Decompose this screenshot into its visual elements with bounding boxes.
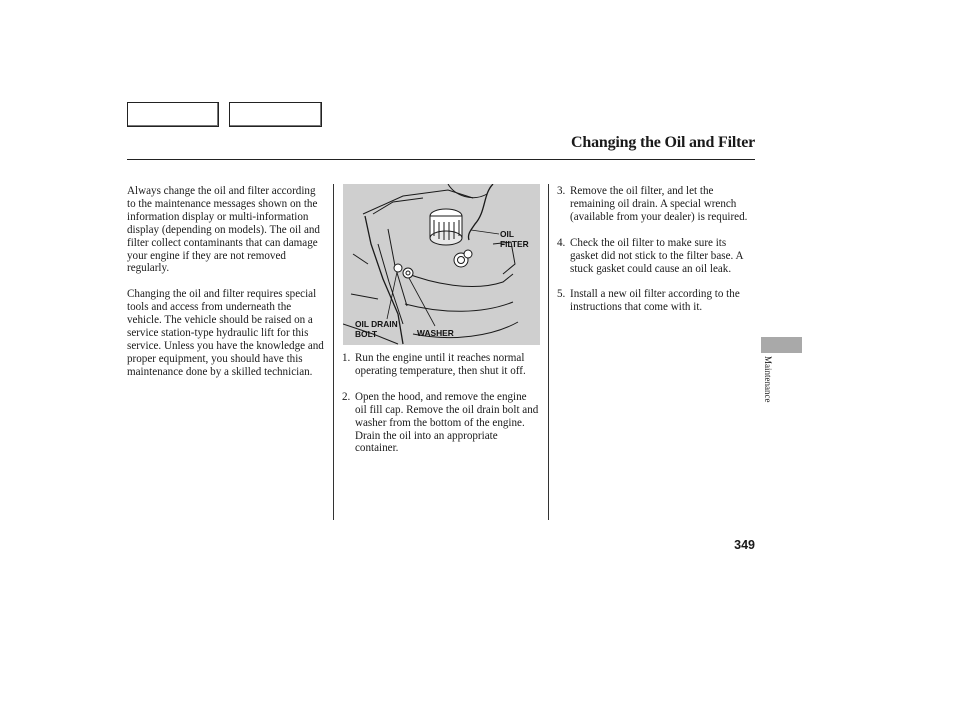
step-number: 1. [342, 352, 351, 364]
step-item [557, 288, 755, 314]
step-item [342, 391, 540, 456]
step-text: Open the hood, and remove the engine oil fill cap. Remove the oil drain bolt and washer from the bottom of the engine. Drain the oil into an appropriate container. [355, 390, 539, 455]
step-number: 3. [557, 185, 566, 197]
section-tab[interactable] [761, 337, 802, 353]
column-divider-1 [333, 184, 334, 520]
oil-filter-label-line-2: FILTER [500, 238, 529, 249]
intro-paragraph-1: Always change the oil and filter according to the maintenance messages shown on the information display or multi-information display (depending on models). The oil and filter collect contaminants that can damage your engine if they are not removed regularly. [127, 185, 320, 275]
section-label: Maintenance [763, 356, 773, 403]
step-number: 2. [342, 390, 351, 403]
step-item [557, 185, 755, 224]
nav-button-previous[interactable] [127, 102, 219, 127]
step-item [342, 352, 540, 378]
step-text: Check the oil filter to make sure its gasket did not stick to the filter base. A stuck gasket could cause an oil leak. [570, 236, 743, 275]
step-text: Install a new oil filter according to the instructions that come with it. [570, 288, 740, 314]
drain-bolt-label-line-2: BOLT [355, 328, 378, 339]
step-number: 5. [557, 288, 566, 301]
drain-bolt-label-line-1: OIL DRAIN [355, 319, 398, 329]
step-item [557, 237, 755, 276]
oil-filter-label-line-1: OIL [500, 229, 514, 239]
nav-button-next[interactable] [229, 102, 322, 127]
column-divider-2 [548, 184, 549, 520]
intro-paragraph-2: Changing the oil and filter requires special tools and access from underneath the vehicle. The vehicle should be raised on a service station-type hydraulic lift for this service. Unless you have the knowledge and proper equipment, you should have this maintenance done by a skilled technician. [127, 288, 324, 378]
step-text: Run the engine until it reaches normal operating temperature, then shut it off. [355, 352, 526, 377]
page-number: 349 [734, 538, 755, 552]
step-text: Remove the oil filter, and let the remaining oil drain. A special wrench (available from your dealer) is required. [570, 185, 748, 223]
washer-callout: WASHER [417, 328, 454, 338]
steps-column-2 [342, 352, 540, 468]
intro-text [127, 185, 325, 392]
title-rule [127, 159, 755, 160]
page-title: Changing the Oil and Filter [571, 134, 755, 151]
oil-filter-callout [500, 230, 529, 249]
steps-column-3 [557, 185, 755, 327]
oil-drain-bolt-callout [355, 320, 398, 339]
step-number: 4. [557, 236, 566, 249]
oil-filter-illustration [343, 184, 540, 345]
